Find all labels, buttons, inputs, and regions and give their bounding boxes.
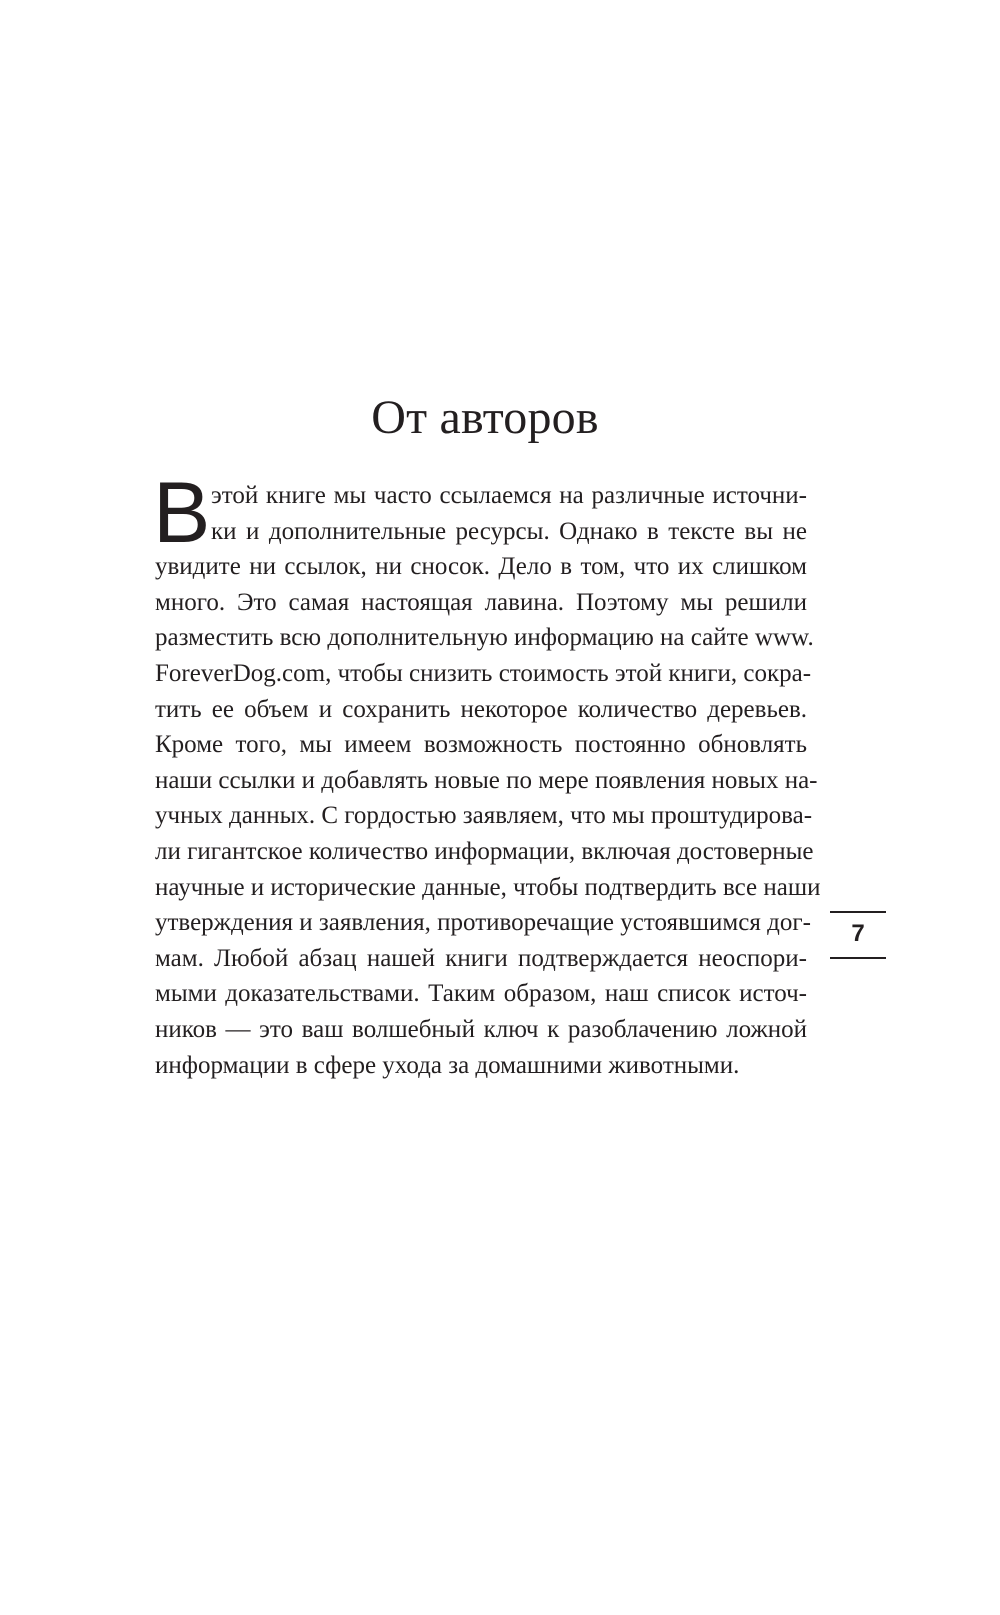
- drop-cap-letter: В: [153, 465, 211, 561]
- text-line: увидите ни ссылок, ни сносок. Дело в том, что их слишком: [155, 553, 807, 581]
- body-paragraph: [155, 478, 821, 1083]
- text-line: ки и дополнительные ресурсы. Однако в тексте вы не: [211, 517, 807, 545]
- text-line: ли гигантское количество информации, включая достоверные: [155, 837, 814, 865]
- text-line: научные и исторические данные, чтобы подтвердить все наши: [155, 873, 821, 901]
- text-line: наши ссылки и добавлять новые по мере появления новых на-: [155, 766, 818, 794]
- page-number-marker: [830, 911, 886, 959]
- page-number: 7: [851, 920, 865, 947]
- text-line: много. Это самая настоящая лавина. Поэтому мы решили: [155, 588, 807, 616]
- folio-rule-bottom: [830, 957, 886, 959]
- text-line: ForeverDog.com, чтобы снизить стоимость этой книги, сокра-: [155, 659, 812, 687]
- text-line: тить ее объем и сохранить некоторое количество деревьев.: [155, 695, 807, 723]
- text-line: утверждения и заявления, противоречащие устоявшимся дог-: [155, 909, 811, 937]
- folio-rule-top: [830, 911, 886, 913]
- chapter-title: От авторов: [371, 391, 599, 444]
- text-line: разместить всю дополнительную информацию на сайте www.: [155, 624, 814, 652]
- text-line: учных данных. С гордостью заявляем, что мы проштудирова-: [155, 802, 813, 830]
- text-line: ников — это ваш волшебный ключ к разоблачению ложной: [155, 1015, 807, 1043]
- text-line: Кроме того, мы имеем возможность постоянно обновлять: [155, 731, 807, 759]
- text-line: мыми доказательствами. Таким образом, наш список источ-: [155, 980, 807, 1008]
- text-line: мам. Любой абзац нашей книги подтверждается неоспори-: [155, 944, 807, 972]
- text-line: этой книге мы часто ссылаемся на различные источни-: [211, 482, 807, 509]
- text-line: информации в сфере ухода за домашними животными.: [155, 1051, 740, 1079]
